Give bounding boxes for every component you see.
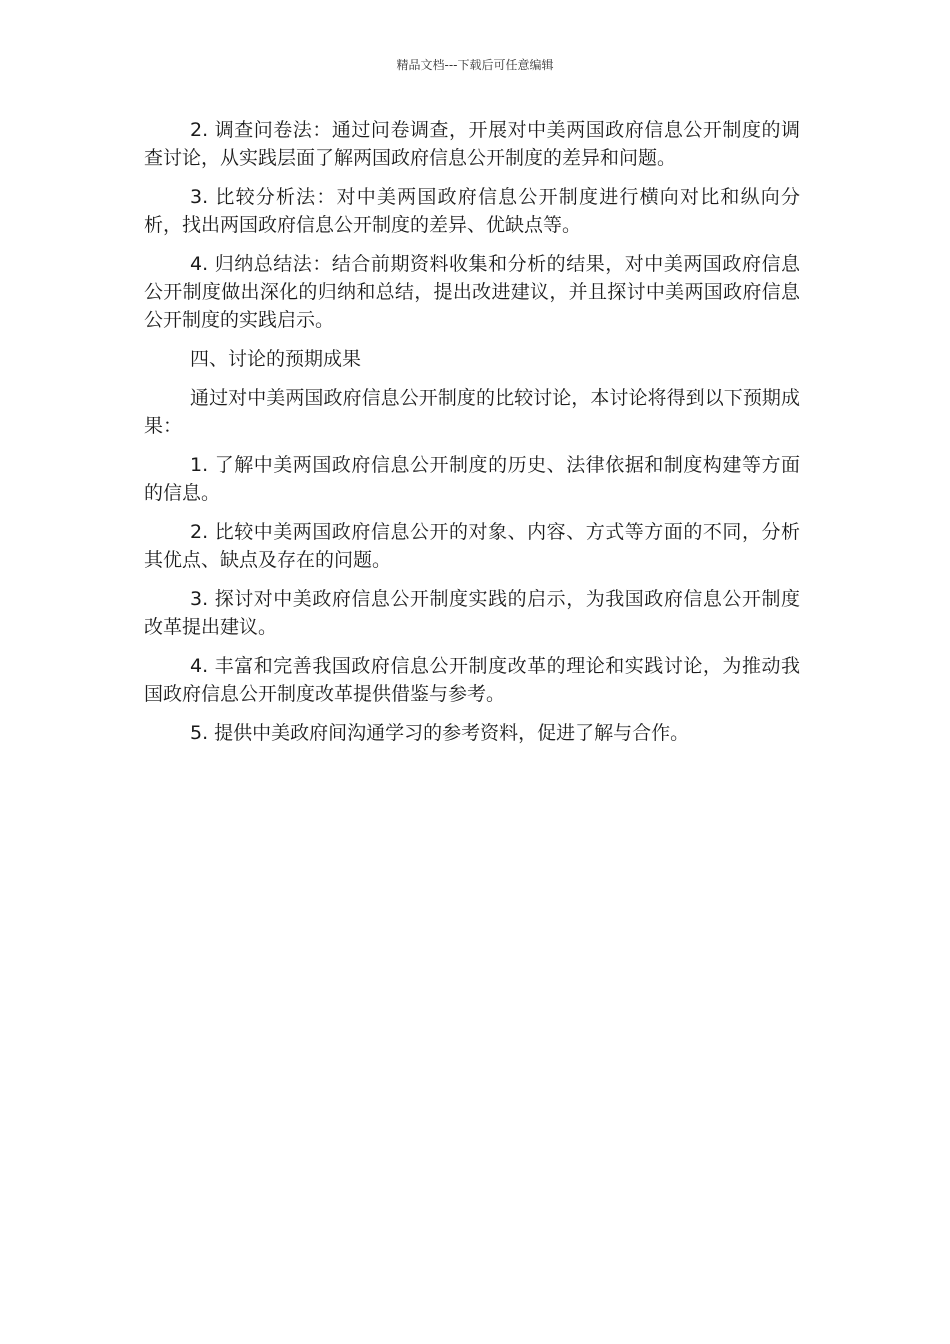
paragraph-result-2: 2. 比较中美两国政府信息公开的对象、内容、方式等方面的不同，分析其优点、缺点及存在的问题。 <box>144 521 800 571</box>
paragraph-method-2-questionnaire: 2. 调查问卷法：通过问卷调查，开展对中美两国政府信息公开制度的调查讨论，从实践层面了解两国政府信息公开制度的差异和问题。 <box>144 119 800 169</box>
paragraph-results-intro: 通过对中美两国政府信息公开制度的比较讨论，本讨论将得到以下预期成果： <box>144 387 800 437</box>
paragraph-result-5: 5. 提供中美政府间沟通学习的参考资料，促进了解与合作。 <box>190 722 690 744</box>
document-body <box>144 116 800 758</box>
paragraph-method-3-comparison: 3. 比较分析法：对中美两国政府信息公开制度进行横向对比和纵向分析，找出两国政府信息公开制度的差异、优缺点等。 <box>144 186 800 236</box>
section-heading-expected-results: 四、讨论的预期成果 <box>190 348 362 370</box>
paragraph-result-4: 4. 丰富和完善我国政府信息公开制度改革的理论和实践讨论，为推动我国政府信息公开制度改革提供借鉴与参考。 <box>144 655 800 705</box>
paragraph-result-1: 1. 了解中美两国政府信息公开制度的历史、法律依据和制度构建等方面的信息。 <box>144 454 800 504</box>
paragraph-method-4-induction: 4. 归纳总结法：结合前期资料收集和分析的结果，对中美两国政府信息公开制度做出深化的归纳和总结，提出改进建议，并且探讨中美两国政府信息公开制度的实践启示。 <box>144 253 800 331</box>
paragraph-result-3: 3. 探讨对中美政府信息公开制度实践的启示，为我国政府信息公开制度改革提出建议。 <box>144 588 800 638</box>
page-header: 精品文档---下载后可任意编辑 <box>396 58 554 72</box>
